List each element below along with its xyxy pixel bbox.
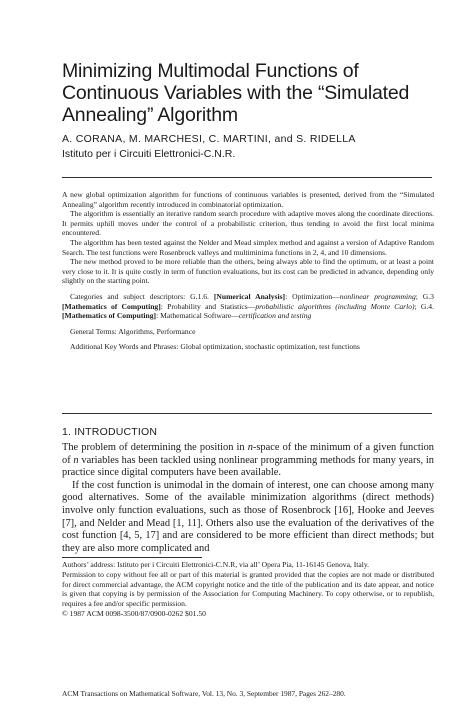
- footnote-rule: [62, 557, 202, 558]
- intro-paragraph: If the cost function is unimodal in the domain of interest, one can choose among many good alternatives. Some of the available minimization algorithms (direct methods) involve only function evaluations, such as those of Rosenbrock [16], Hooke and Jeeves [7], and Nelder and Mead [1, 11]. Others also use the evaluation of the derivatives of the cost function [4, 5, 17] and are considered to be more efficient than direct methods; but they are also more complicated and: [62, 479, 434, 554]
- footnote-address: Authors’ address: Istituto per i Circuiti Elettronici-C.N.R, via all’ Opera Pia, 11-16145 Genova, Italy.: [62, 560, 370, 569]
- descriptor-text: : Mathematical Software—: [156, 311, 239, 321]
- abstract-paragraph: The new method proved to be more reliable than the others, being always able to find the optimum, or at least a point very close to it. It is quite costly in term of function evaluations, but its cost can be predicted in advance, depending only slightly on the starting point.: [62, 257, 434, 286]
- introduction-body: [62, 442, 434, 555]
- abstract-paragraph: A new global optimization algorithm for functions of continuous variables is presented, derived from the “Simulated Annealing” algorithm recently introduced in combinatorial optimization.: [62, 190, 434, 209]
- paper-title: Minimizing Multimodal Functions of Continuous Variables with the “Simulated Annealing” Algorithm: [62, 60, 410, 126]
- author-list: A. CORANA, M. MARCHESI, C. MARTINI, and S. RIDELLA: [62, 133, 356, 145]
- descriptor-text: Categories and subject descriptors: G.1.6.: [70, 291, 214, 301]
- descriptor-text: ; G.4.: [414, 301, 435, 311]
- mid-divider: [62, 413, 432, 414]
- descriptor-italic: probabilistic algorithms (including Monte Carlo): [255, 301, 415, 311]
- intro-text: variables has been tackled using nonlinear programming methods for many years, in practice since digital computers have been available.: [62, 454, 434, 479]
- descriptor-text: ; G.3: [415, 291, 434, 301]
- section-heading: 1. INTRODUCTION: [62, 426, 158, 438]
- footnote-permission: Permission to copy without fee all or part of this material is granted provided that the copies are not made or distributed for direct commercial advantage, the ACM copyright notice and the title of the publication and its date appear, and notice is given that copying is by permission of the Association for Computing Machinery. To copy otherwise, or to republish, requires a fee and/or specific permission.: [62, 569, 434, 609]
- abstract-paragraph: The algorithm has been tested against the Nelder and Mead simplex method and against a version of Adaptive Random Search. The test functions were Rosenbrock valleys and multiminima functions in 2, 4, and 10 dimensions.: [62, 237, 434, 257]
- descriptor-italic: nonlinear programming: [339, 291, 416, 301]
- math-variable: n: [247, 442, 253, 453]
- footnote: [62, 560, 434, 619]
- descriptor-bold: [Mathematics of Computing]: [62, 311, 157, 321]
- descriptor-text: : Probability and Statistics—: [160, 301, 256, 311]
- intro-paragraph: [62, 442, 434, 480]
- abstract-paragraph: The algorithm is essentially an iterative random search procedure with adaptive moves along the coordinate directions. It permits uphill moves under the control of a probabilistic criterion, thus tending to avoid the first local minima encountered.: [62, 209, 434, 238]
- abstract: [62, 190, 434, 352]
- footnote-copyright: © 1987 ACM 0098-3500/87/0900-0262 $01.50: [62, 608, 206, 618]
- descriptor-bold: [Mathematics of Computing]: [62, 301, 161, 311]
- descriptor-bold: [Numerical Analysis]: [213, 291, 286, 301]
- general-terms: General Terms: Algorithms, Performance: [70, 326, 196, 336]
- intro-text: The problem of determining the position in: [62, 442, 248, 453]
- subject-descriptors: [62, 292, 434, 321]
- top-divider: [62, 177, 432, 178]
- descriptor-text: : Optimization—: [285, 291, 340, 301]
- author-affiliation: Istituto per i Circuiti Elettronici-C.N.R.: [62, 148, 236, 160]
- math-variable: n: [73, 454, 79, 466]
- descriptor-italic: certification and testing: [238, 311, 312, 321]
- intro-text: -space of the minimum of a given function of: [62, 442, 434, 466]
- keywords: Additional Key Words and Phrases: Global optimization, stochastic optimization, test functions: [70, 342, 360, 352]
- journal-citation: ACM Transactions on Mathematical Software, Vol. 13, No. 3, September 1987, Pages 262–280.: [62, 689, 346, 698]
